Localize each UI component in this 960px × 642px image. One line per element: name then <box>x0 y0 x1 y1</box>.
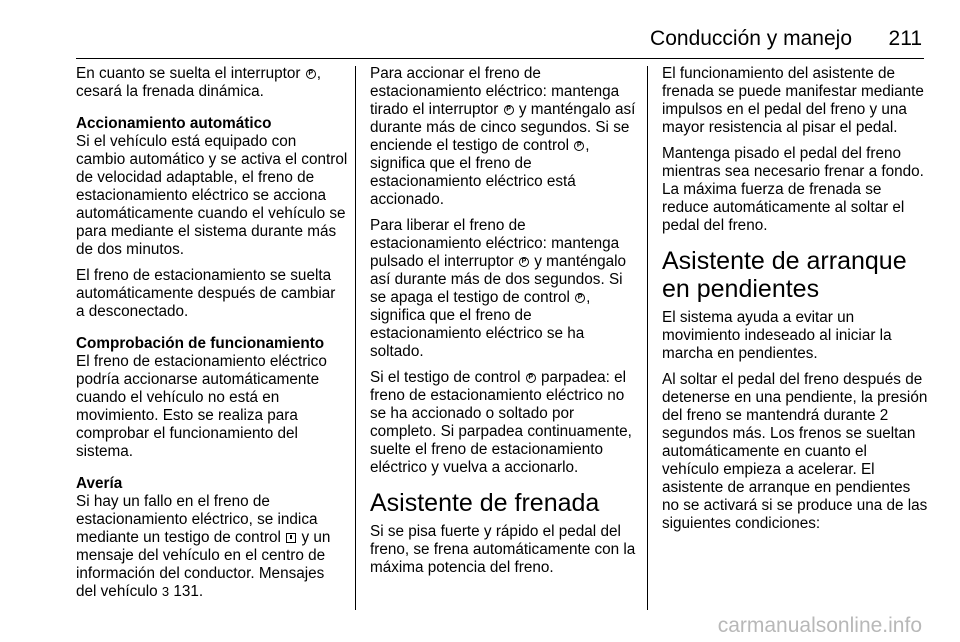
parking-brake-icon <box>526 373 536 383</box>
paragraph: Para accionar el freno de estacionamiento eléctrico: mantenga tirado el interruptor P y manténgalo así durante más de cinco segundos. Si se enciende el testigo de control P, significa que el freno de estacionamiento eléctrico está accionado. <box>370 65 636 209</box>
paragraph: Si hay un fallo en el freno de estacionamiento eléctrico, se indica mediante un testigo de control y un mensaje del vehículo en el centro de información del conductor. Mensajes del vehículo 3 131. <box>76 493 331 600</box>
heading-brake-assist: Asistente de frenada <box>370 489 600 517</box>
parking-brake-icon <box>306 69 316 79</box>
subheading-fault: Avería <box>76 475 123 492</box>
page-number: 211 <box>888 27 922 50</box>
paragraph: El funcionamiento del asistente de frenada se puede manifestar mediante impulsos en el pedal del freno y una mayor resistencia al pisar el pedal. <box>662 65 924 136</box>
header-rule <box>76 58 924 59</box>
paragraph: En cuanto se suelta el interruptor P, cesará la frenada dinámica. <box>76 65 348 101</box>
page-reference-arrow-icon: 3 <box>161 584 170 599</box>
parking-brake-icon <box>575 293 585 303</box>
section-title: Conducción y manejo <box>650 27 852 50</box>
paragraph: El freno de estacionamiento se suelta automáticamente después de cambiar a desconectado. <box>76 267 336 320</box>
paragraph: El freno de estacionamiento eléctrico podría accionarse automáticamente cuando el vehículo no está en movimiento. Esto se realiza para comprobar el funcionamiento del sistema. <box>76 353 327 460</box>
column-divider-2 <box>647 66 648 610</box>
paragraph: Si el vehículo está equipado con cambio automático y se activa el control de velocidad adaptable, el freno de estacionamiento eléctrico se acciona automáticamente cuando el vehículo se para mediante el sistema durante más de dos minutos. <box>76 133 348 258</box>
column-2 <box>370 65 636 585</box>
paragraph: Si se pisa fuerte y rápido el pedal del freno, se frena automáticamente con la máxima potencia del freno. <box>370 523 636 576</box>
paragraph: El sistema ayuda a evitar un movimiento indeseado al iniciar la marcha en pendientes. <box>662 309 892 362</box>
column-3 <box>662 65 928 541</box>
subheading-automatic: Accionamiento automático <box>76 115 272 132</box>
paragraph: Si el testigo de control P parpadea: el freno de estacionamiento eléctrico no se ha accionado o soltado por completo. Si parpadea continuamente, suelte el freno de estacionamiento eléctrico y vuelva a accionarlo. <box>370 369 636 477</box>
paragraph: Mantenga pisado el pedal del freno mientras sea necesario frenar a fondo. La máxima fuerza de frenada se reduce automáticamente al soltar el pedal del freno. <box>662 145 924 234</box>
paragraph: Al soltar el pedal del freno después de detenerse en una pendiente, la presión del freno se mantendrá durante 2 segundos más. Los frenos se sueltan automáticamente en cuanto el vehículo empieza a acelerar. El asistente de arranque en pendientes no se activará si se produce una de las siguientes condiciones: <box>662 371 928 532</box>
warning-light-icon <box>286 533 296 543</box>
watermark: carmanualsonline.info <box>717 614 922 637</box>
parking-brake-icon <box>519 257 529 267</box>
paragraph: Para liberar el freno de estacionamiento eléctrico: mantenga pulsado el interruptor P y manténgalo así durante más de dos segundos. Si se apaga el testigo de control P, significa que el freno de estacionamiento eléctrico se ha soltado. <box>370 217 636 361</box>
column-1 <box>76 65 348 609</box>
column-divider-1 <box>355 66 356 610</box>
subheading-check: Comprobación de funcionamiento <box>76 335 325 352</box>
parking-brake-icon <box>574 141 584 151</box>
parking-brake-icon <box>504 105 514 115</box>
page-header <box>0 26 960 56</box>
heading-hill-start-assist: Asistente de arranque en pendientes <box>662 247 907 303</box>
